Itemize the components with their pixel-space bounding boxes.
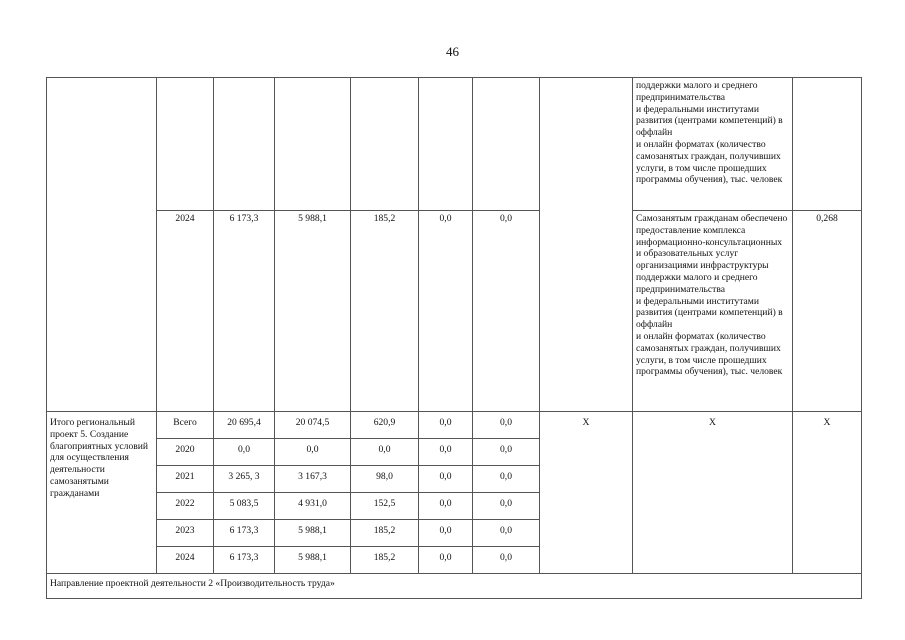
x-mark-cell: Х [793, 412, 862, 574]
total-cell: 6 173,3 [214, 211, 275, 412]
municipal-cell: 0,0 [419, 493, 473, 520]
result-description: Самозанятым гражданам обеспечено предоставление комплекса информационно-консультационных и образовательных услуг организациями инфраструктуры поддержки малого и среднего предпринимательства и федеральными институтами развития (центрами компетенций) в оффлайн и онлайн форматах (количество самозанятых граждан, получивших услуги, в том числе прошедших программы обучения), тыс. человек [633, 211, 793, 412]
result-description: поддержки малого и среднего предпринимательства и федеральными институтами развития (центрами компетенций) в оффлайн и онлайн форматах (количество самозанятых граждан, получивших услуги, в том числе прошедших программы обучения), тыс. человек [633, 78, 793, 211]
federal-cell: 5 988,1 [275, 547, 351, 574]
total-cell: 5 083,5 [214, 493, 275, 520]
federal-cell: 5 988,1 [275, 520, 351, 547]
continued-name-cell [47, 78, 157, 412]
regional-cell: 185,2 [351, 520, 419, 547]
extrabudget-cell: 0,0 [473, 466, 540, 493]
municipal-cell: 0,0 [419, 412, 473, 439]
continued-row [47, 78, 862, 211]
x-mark-cell: Х [633, 412, 793, 574]
page-number: 46 [446, 44, 459, 59]
federal-cell: 0,0 [275, 439, 351, 466]
regional-cell: 152,5 [351, 493, 419, 520]
extrabudget-cell: 0,0 [473, 439, 540, 466]
regional-cell: 185,2 [351, 547, 419, 574]
extrabudget-cell: 0,0 [473, 520, 540, 547]
extrabudget-cell: 0,0 [473, 493, 540, 520]
regional-cell: 620,9 [351, 412, 419, 439]
project-total-name: Итого региональный проект 5. Создание благоприятных условий для осуществления деятельности самозанятыми гражданами [47, 412, 157, 574]
year-cell: 2021 [157, 466, 214, 493]
regional-cell: 0,0 [351, 439, 419, 466]
extrabudget-cell: 0,0 [473, 412, 540, 439]
federal-cell: 3 167,3 [275, 466, 351, 493]
year-cell: Всего [157, 412, 214, 439]
indicator-value-cell: 0,268 [793, 211, 862, 412]
year-cell: 2020 [157, 439, 214, 466]
municipal-cell: 0,0 [419, 439, 473, 466]
table-row [47, 412, 862, 439]
year-cell: 2023 [157, 520, 214, 547]
federal-cell: 5 988,1 [275, 211, 351, 412]
municipal-cell: 0,0 [419, 547, 473, 574]
total-cell: 6 173,3 [214, 547, 275, 574]
continued-empty-cell [540, 78, 633, 412]
municipal-cell: 0,0 [419, 466, 473, 493]
table-row [47, 211, 862, 412]
extrabudget-cell: 0,0 [473, 547, 540, 574]
federal-cell: 4 931,0 [275, 493, 351, 520]
x-mark-cell: Х [540, 412, 633, 574]
municipal-cell: 0,0 [419, 520, 473, 547]
budget-table [46, 77, 862, 599]
direction-row [47, 574, 862, 599]
regional-cell: 185,2 [351, 211, 419, 412]
year-cell: 2024 [157, 211, 214, 412]
total-cell: 20 695,4 [214, 412, 275, 439]
year-cell: 2024 [157, 547, 214, 574]
project-direction-heading: Направление проектной деятельности 2 «Производительность труда» [47, 574, 862, 599]
year-cell: 2022 [157, 493, 214, 520]
municipal-cell: 0,0 [419, 211, 473, 412]
regional-cell: 98,0 [351, 466, 419, 493]
total-cell: 6 173,3 [214, 520, 275, 547]
federal-cell: 20 074,5 [275, 412, 351, 439]
extrabudget-cell: 0,0 [473, 211, 540, 412]
total-cell: 0,0 [214, 439, 275, 466]
total-cell: 3 265, 3 [214, 466, 275, 493]
